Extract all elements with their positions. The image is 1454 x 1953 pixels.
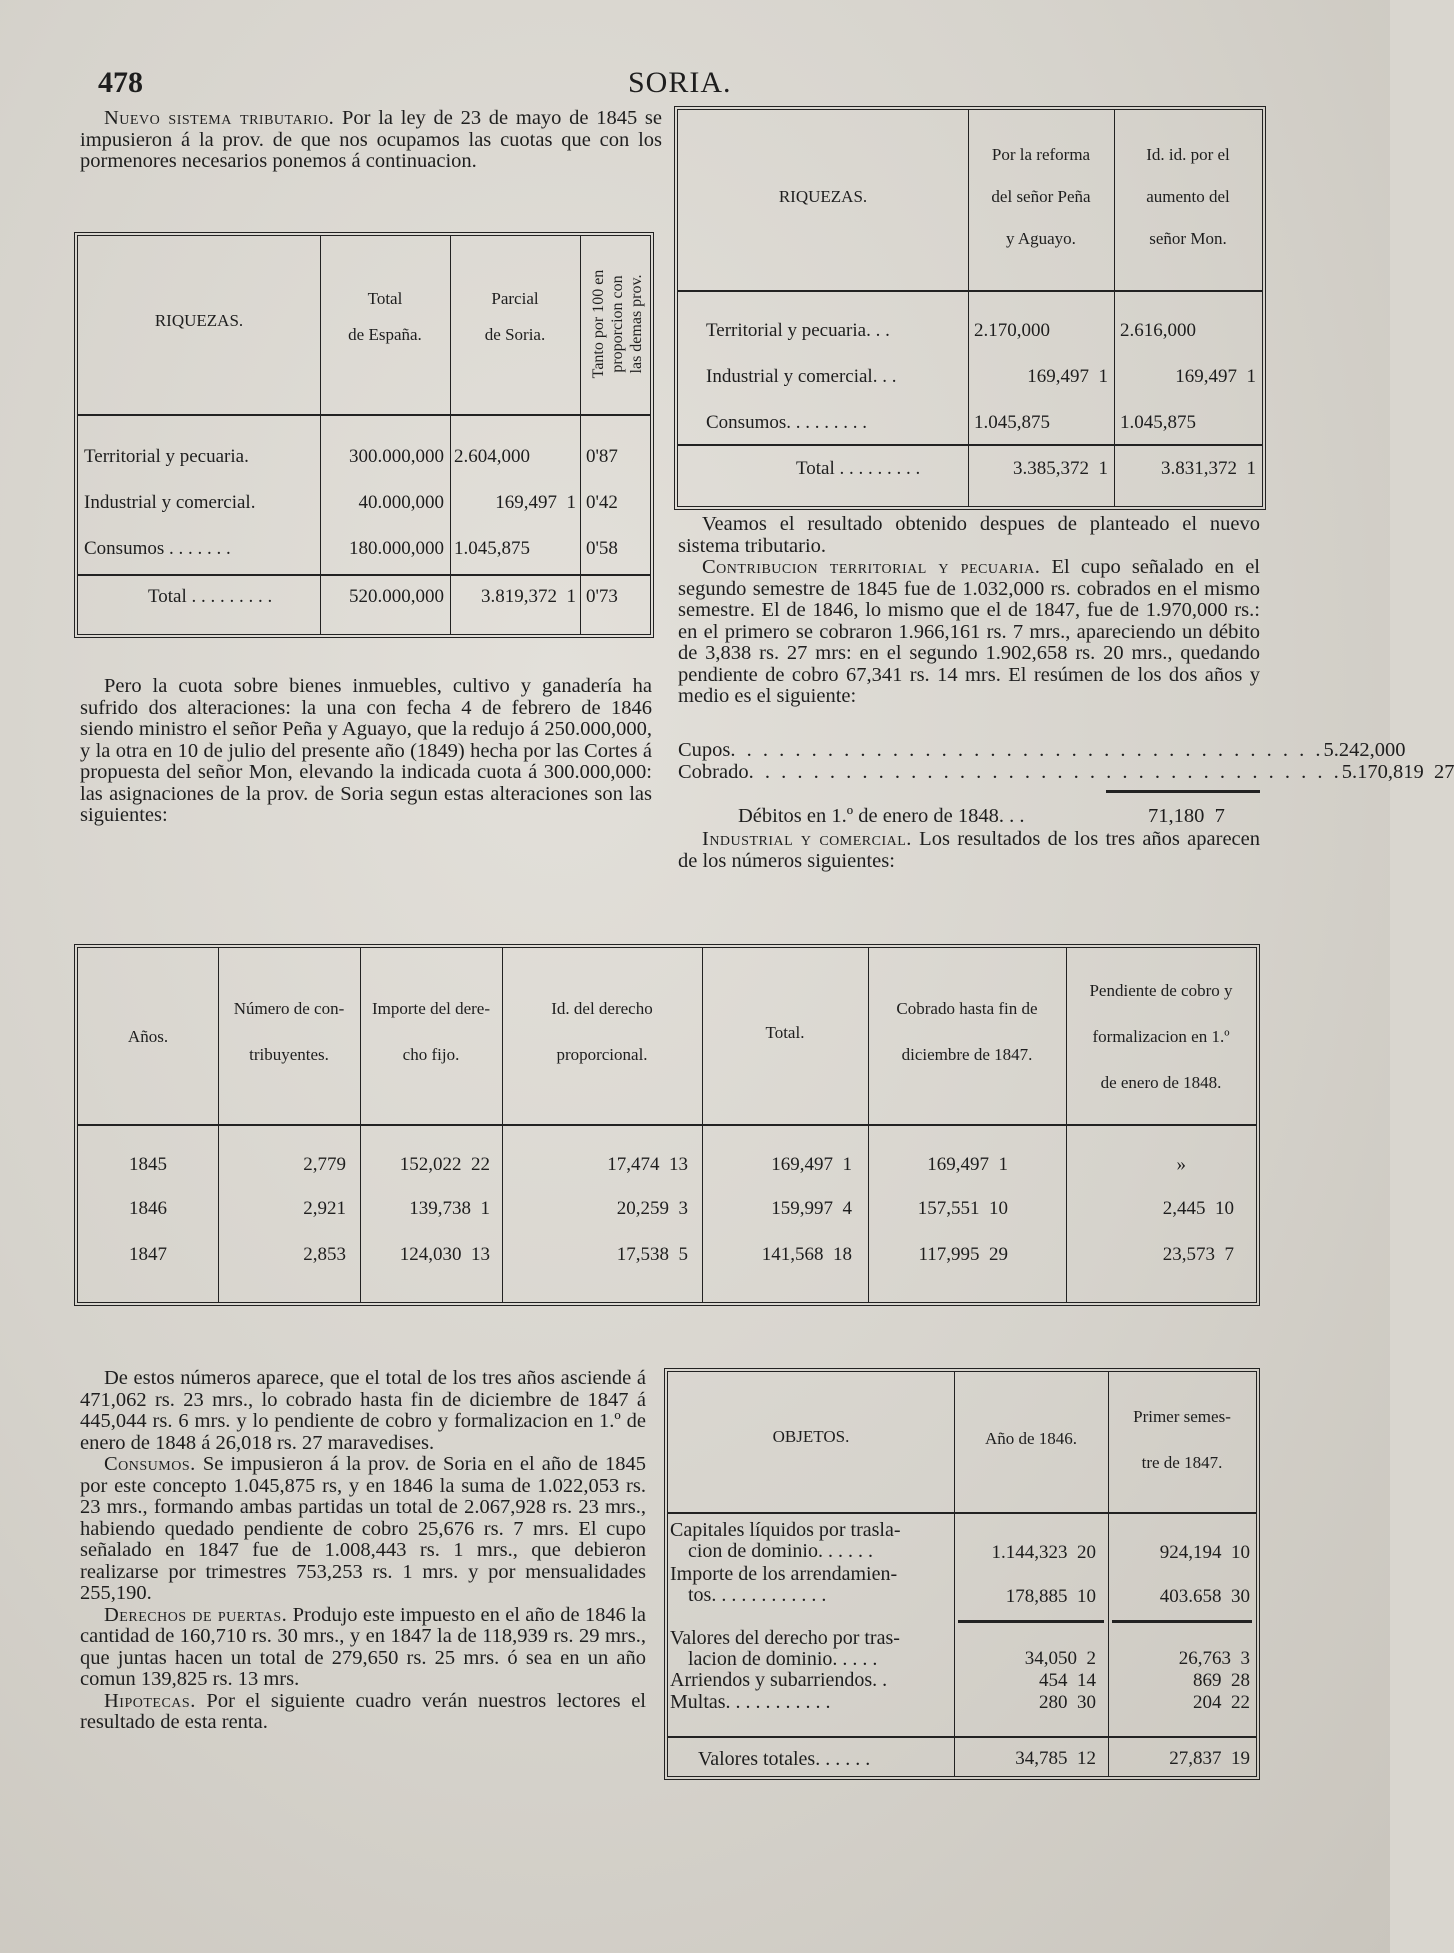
t2-header-riquezas: RIQUEZAS. [778, 187, 868, 206]
resumen-item: Cupos . . . . . . . . . . . . . . . . . . . . . . . . . . . . . . . . . . . . . 5.242,000 [678, 739, 1406, 761]
intro-heading: Nuevo sistema tributario. [104, 107, 335, 129]
debitos-line [738, 806, 1260, 828]
industrial-heading: Industrial y comercial. [702, 828, 912, 850]
t2-total-aumento: 3.831,372 1 [1161, 458, 1256, 479]
industrial-text: Los resultados de los tres años aparecen de los números siguientes: [678, 828, 1261, 872]
t2-header-aumento-l2: aumento del [1146, 187, 1230, 206]
t1-header-parcial-l2: de Soria. [484, 325, 546, 344]
running-title: SORIA. [628, 66, 732, 99]
t3-row-pendiente: » [1176, 1154, 1186, 1175]
t3-row-importe: 152,022 22 [399, 1154, 490, 1175]
t4-header-objetos: OBJETOS. [772, 1427, 850, 1446]
intro-paragraph [80, 108, 662, 173]
t4-row-a1846: 178,885 10 [1005, 1586, 1096, 1607]
t1-header-parcial-l1: Parcial [491, 289, 539, 308]
t4-row-label: Valores del derecho por tras- [670, 1627, 900, 1649]
t2-total-label: Total . . . . . . . . . [796, 458, 921, 479]
t4-row-label: cion de dominio. . . . . . [688, 1540, 873, 1562]
t4-row-a1847: 924,194 10 [1159, 1542, 1250, 1563]
t3-row-ano: 1846 [129, 1198, 167, 1219]
table-hipotecas [664, 1368, 1260, 1780]
t3-row-derecho: 20,259 3 [616, 1198, 688, 1219]
t3-header-derecho-l1: Id. del derecho [551, 999, 653, 1018]
industrial-paragraph [678, 829, 1260, 872]
consumos-heading: Consumos. [104, 1453, 196, 1475]
t3-row-ano: 1845 [129, 1154, 167, 1175]
t3-row-cobrado: 157,551 10 [917, 1198, 1008, 1219]
t1-total-tanto: 0'73 [586, 586, 618, 607]
t3-row-importe: 139,738 1 [409, 1198, 490, 1219]
t2-header-reforma-l3: y Aguayo. [1006, 229, 1076, 248]
t3-header-importe-l2: cho fijo. [402, 1045, 460, 1064]
t3-header-pendiente-l1: Pendiente de cobro y [1089, 981, 1233, 1000]
t4-header-primer-l2: tre de 1847. [1141, 1453, 1223, 1472]
t1-row-tanto: 0'87 [586, 446, 618, 467]
t2-row-reforma: 1.045,875 [974, 412, 1050, 433]
t3-header-importe-l1: Importe del dere- [372, 999, 490, 1018]
t1-row-tanto: 0'42 [586, 492, 618, 513]
t1-row-parcial: 2.604,000 [454, 446, 530, 467]
t4-row-label: Capitales líquidos por trasla- [670, 1519, 901, 1541]
t4-total-a1847: 27,837 19 [1169, 1748, 1250, 1769]
resumen-item: Cobrado . . . . . . . . . . . . . . . . . . . . . . . . . . . . . . . . . . . . . 5.170,819 27 [678, 760, 1454, 783]
t1-row-total: 300.000,000 [349, 446, 444, 467]
t2-row-label: Industrial y comercial. . . [706, 366, 897, 387]
hipotecas-heading: Hipotecas. [104, 1689, 196, 1712]
t4-row-label: Multas. . . . . . . . . . . [670, 1691, 831, 1713]
debitos-label: Débitos en 1.º de enero de 1848. . . [738, 805, 1025, 827]
t3-header-numero-l1: Número de con- [233, 999, 345, 1018]
t3-row-ano: 1847 [129, 1244, 167, 1265]
hipotecas-text: Por el siguiente cuadro verán nuestros lectores el resultado de esta renta. [80, 1689, 646, 1733]
table-asignaciones-soria [674, 106, 1266, 510]
paragraph-cuota: Pero la cuota sobre bienes inmuebles, cultivo y ganadería ha sufrido dos alteraciones: la una con fecha 4 de febrero de 1846 siendo ministro el señor Peña y Aguayo, que la redujo á 250.000,000, y la otra en 10 de julio del presente año (1849) hecha por las Cortes á propuesta del señor Mon, elevando la indicada cuota á 300.000,000: las asignaciones de la prov. de Soria segun estas alteraciones son las siguientes: [80, 675, 652, 826]
t4-row-a1846: 454 14 [1039, 1670, 1096, 1691]
resumen-list [678, 739, 1454, 783]
t3-row-total: 159,997 4 [771, 1198, 852, 1219]
t2-row-aumento: 1.045,875 [1120, 412, 1196, 433]
t2-header-aumento-l1: Id. id. por el [1146, 145, 1230, 164]
t2-row-aumento: 169,497 1 [1175, 366, 1256, 387]
t4-total-a1846: 34,785 12 [1015, 1748, 1096, 1769]
t2-header-aumento-l3: señor Mon. [1149, 229, 1227, 248]
t2-row-reforma: 2.170,000 [974, 320, 1050, 341]
t3-row-cobrado: 169,497 1 [927, 1154, 1008, 1175]
intro-text: Por la ley de 23 de mayo de 1845 se impusieron á la prov. de que nos ocupamos las cuotas que con los pormenores necesarios ponemos á continuacion. [80, 107, 662, 172]
t4-row-a1847: 204 22 [1193, 1692, 1250, 1713]
t1-row-parcial: 1.045,875 [454, 538, 530, 559]
t3-header-cobrado-l1: Cobrado hasta fin de [896, 999, 1038, 1018]
t4-row-a1847: 403.658 30 [1159, 1586, 1250, 1607]
t1-row-label: Industrial y comercial. [84, 492, 256, 513]
t3-row-importe: 124,030 13 [399, 1244, 490, 1265]
t3-row-total: 141,568 18 [761, 1244, 852, 1265]
t3-header-numero-l2: tribuyentes. [249, 1045, 329, 1064]
lower-left-text [80, 1368, 646, 1734]
t3-row-derecho: 17,474 13 [607, 1154, 688, 1175]
t3-header-pendiente-l2: formalizacion en 1.º [1092, 1027, 1230, 1046]
t4-row-label: Arriendos y subarriendos. . [670, 1669, 888, 1691]
t3-row-numero: 2,853 [303, 1244, 346, 1265]
t3-header-anos: Años. [127, 1027, 169, 1046]
t4-total-label: Valores totales. . . . . . [698, 1748, 871, 1770]
t1-row-total: 40.000,000 [358, 492, 444, 513]
t4-header-ano1846: Año de 1846. [984, 1429, 1078, 1448]
right-column-text [678, 514, 1260, 708]
t3-row-numero: 2,779 [303, 1154, 346, 1175]
t4-row-label: tos. . . . . . . . . . . . [688, 1584, 827, 1606]
t2-row-label: Consumos. . . . . . . . . [706, 412, 867, 433]
puertas-text: Produjo este impuesto en el año de 1846 la cantidad de 160,710 rs. 30 mrs., y en 1847 la de 118,939 rs. 29 mrs., que juntas hacen un total de 279,650 rs. 25 mrs. ó sea en un año comun 139,825 rs. 13 mrs. [80, 1603, 647, 1690]
territorial-text: El cupo señalado en el segundo semestre de 1845 fue de 1.032,000 rs. cobrados en el mismo semestre. El de 1846, lo mismo que el de 1847, fue de 1.970,000 rs.: en el primero se cobraron 1.966,161 rs. 7 mrs., apareciendo un débito de 3,838 rs. 27 mrs: en el segundo 1.902,658 rs. 20 mrs., quedando pendiente de cobro 67,341 rs. 14 mrs. El resúmen de los dos años y medio es el siguiente: [678, 556, 1261, 707]
t1-row-label: Consumos . . . . . . . [84, 538, 231, 559]
t2-header-reforma-l2: del señor Peña [991, 187, 1091, 206]
t2-header-reforma-l1: Por la reforma [991, 145, 1091, 164]
t3-row-cobrado: 117,995 29 [918, 1244, 1008, 1265]
table-industrial-comercial [74, 944, 1260, 1306]
t3-row-numero: 2,921 [303, 1198, 346, 1219]
t3-header-total: Total. [765, 1023, 805, 1042]
t1-row-parcial: 169,497 1 [495, 492, 576, 513]
t1-row-tanto: 0'58 [586, 538, 618, 559]
consumos-text: Se impusieron á la prov. de Soria en el año de 1845 por este concepto 1.045,875 rs, y en 1846 la suma de 1.022,053 rs. 23 mrs., formando ambas partidas un total de 2.067,928 rs. 23 mrs., habiendo quedado pendiente de cobro 25,676 rs. 7 mrs. El cupo señalado en 1847 fue de 1.008,443 rs. 1 mrs., que debieron realizarse por trimestres 753,253 rs. 1 mrs. y por mensualidades 255,190. [80, 1453, 646, 1604]
t4-row-a1847: 26,763 3 [1178, 1648, 1250, 1669]
t1-row-total: 180.000,000 [349, 538, 444, 559]
paragraph-numeros: De estos números aparece, que el total de los tres años asciende á 471,062 rs. 23 mrs., lo cobrado hasta fin de diciembre de 1847 á 445,044 rs. 6 mrs. y lo pendiente de cobro y formalizacion en 1.º de enero de 1848 á 26,018 rs. 27 maravedises. [80, 1367, 646, 1454]
t1-header-riquezas: RIQUEZAS. [154, 311, 244, 330]
t4-row-label: Importe de los arrendamien- [670, 1563, 898, 1585]
t4-row-label: lacion de dominio. . . . . [688, 1648, 878, 1670]
t1-row-label: Territorial y pecuaria. [84, 446, 249, 467]
t4-row-a1846: 1.144,323 20 [991, 1542, 1096, 1563]
t2-row-label: Territorial y pecuaria. . . [706, 320, 890, 341]
table-cuotas-espana-soria [74, 232, 654, 638]
debitos-value: 71,180 7 [1148, 805, 1225, 827]
t3-header-pendiente-l3: de enero de 1848. [1100, 1073, 1222, 1092]
t1-total-parcial: 3.819,372 1 [481, 586, 576, 607]
t3-row-pendiente: 23,573 7 [1162, 1244, 1234, 1265]
t1-header-tanto-l2: proporcion con [609, 275, 626, 373]
t3-header-derecho-l2: proporcional. [556, 1045, 648, 1064]
territorial-heading: Contribucion territorial y pecuaria. [702, 556, 1041, 578]
puertas-heading: Derechos de puertas. [104, 1603, 288, 1626]
t4-row-a1846: 280 30 [1039, 1692, 1096, 1713]
t4-row-a1846: 34,050 2 [1024, 1648, 1096, 1669]
paragraph-resultado: Veamos el resultado obtenido despues de planteado el nuevo sistema tributario. [678, 513, 1260, 557]
t3-header-cobrado-l2: diciembre de 1847. [901, 1045, 1033, 1064]
t3-row-total: 169,497 1 [771, 1154, 852, 1175]
t1-header-total-l1: Total [367, 289, 403, 308]
t1-total-total: 520.000,000 [349, 586, 444, 607]
t2-row-aumento: 2.616,000 [1120, 320, 1196, 341]
t2-row-reforma: 169,497 1 [1027, 366, 1108, 387]
t4-row-a1847: 869 28 [1193, 1670, 1250, 1691]
t2-total-reforma: 3.385,372 1 [1013, 458, 1108, 479]
t3-row-pendiente: 2,445 10 [1162, 1198, 1234, 1219]
t1-header-total-l2: de España. [348, 325, 422, 344]
page-number: 478 [98, 66, 143, 99]
t1-header-tanto-l1: Tanto por 100 en [590, 269, 607, 379]
t1-total-label: Total . . . . . . . . . [148, 586, 273, 607]
t1-header-tanto-l3: las demas prov. [628, 274, 645, 374]
t3-row-derecho: 17,538 5 [616, 1244, 688, 1265]
t4-header-primer-l1: Primer semes- [1133, 1407, 1231, 1426]
